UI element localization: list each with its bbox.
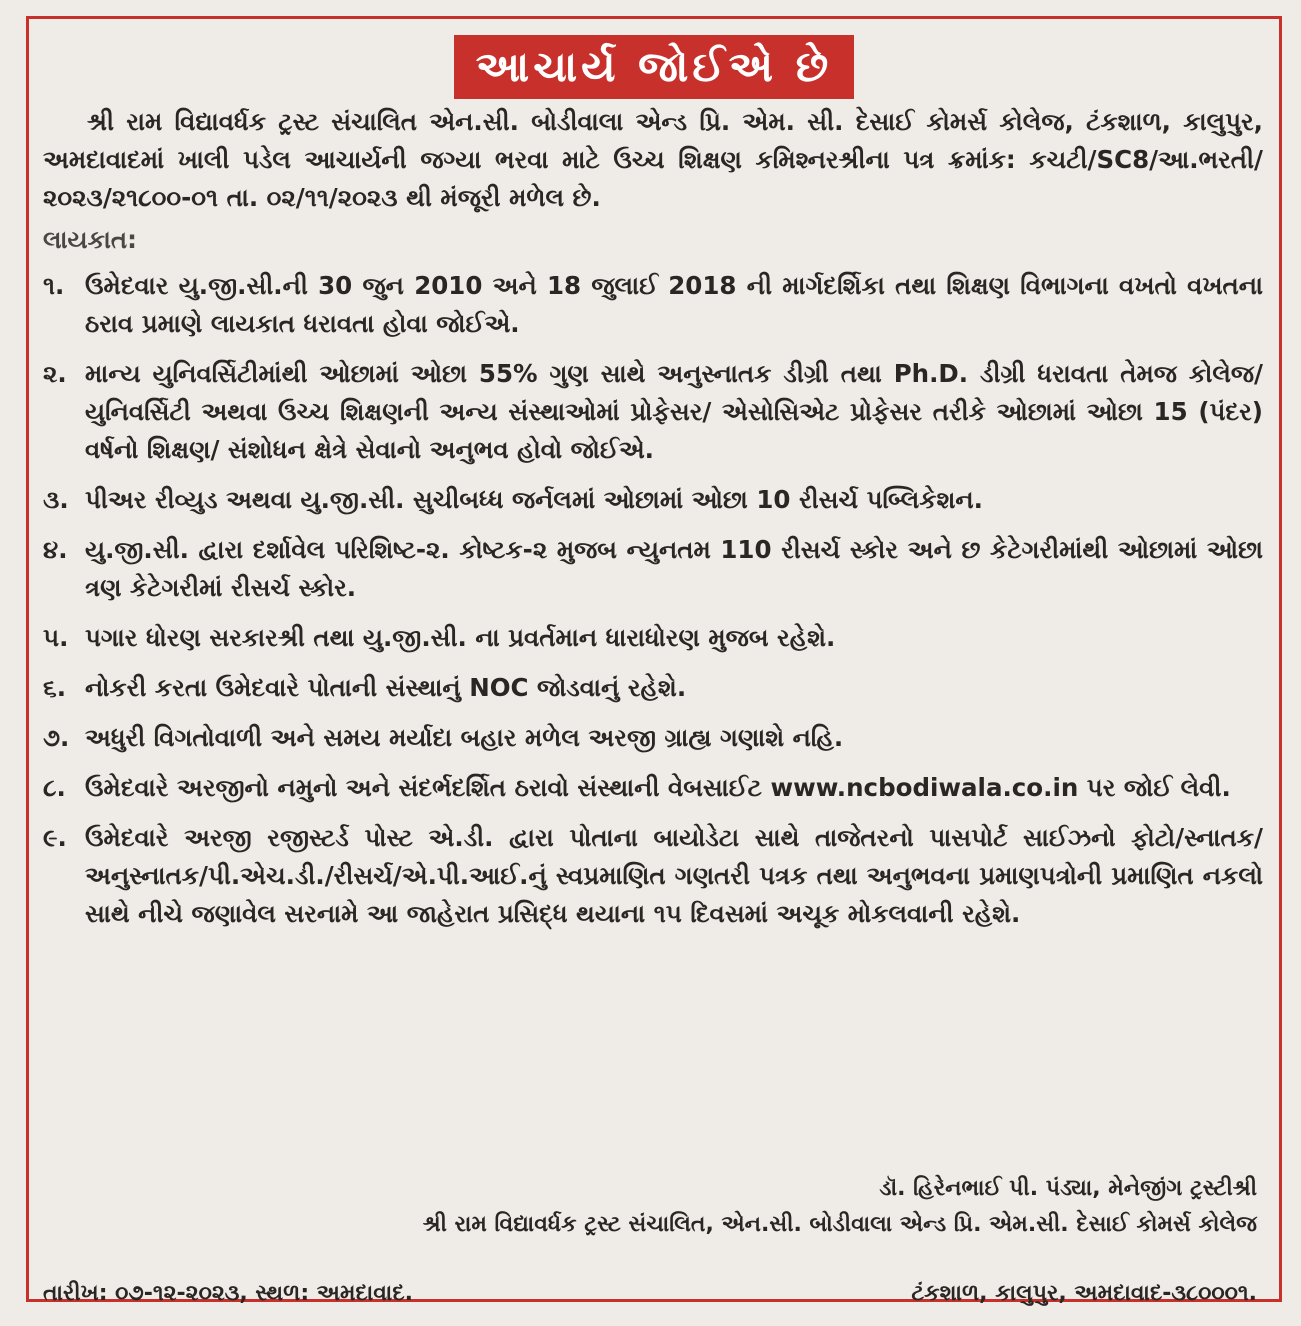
item-text: માન્ય યુનિવર્સિટીમાંથી ઓછામાં ઓછા 55% ગુણ સાથે અનુસ્નાતક ડીગ્રી તથા Ph.D. ડીગ્રી ધરાવતા તેમજ કોલેજ/યુનિવર્સિટી અથવા ઉચ્ચ શિક્ષણની અન્ય સંસ્થાઓમાં પ્રોફેસર/ એસોસિએટ પ્રોફેસર તરીકે ઓછામાં ઓછા 15 (પંદર) વર્ષનો શિક્ષણ/ સંશોધન ક્ષેત્રે સેવાનો અનુભવ હોવો જોઈએ.	[85, 359, 1263, 464]
institution-line: શ્રી રામ વિદ્યાવર્ધક ટ્રસ્ટ સંચાલિત, એન.સી. બોડીવાલા એન્ડ પ્રિ. એમ.સી. દેસાઈ કોમર્સ કોલેજ	[422, 1212, 1257, 1237]
signatory-line: ડૉ. હિરેનભાઈ પી. પંડ્યા, મેનેજીંગ ટ્રસ્ટીશ્રી	[879, 1176, 1257, 1201]
item-text: અધુરી વિગતોવાળી અને સમય મર્યાદા બહાર મળેલ અરજી ગ્રાહ્ય ગણાશે નહિ.	[85, 723, 844, 752]
signature-block	[423, 1171, 1257, 1243]
item-number: ૫.	[43, 623, 69, 652]
conditions-list	[43, 267, 1263, 933]
item-number: ૨.	[43, 359, 67, 388]
list-item	[43, 267, 1263, 343]
list-item	[43, 355, 1263, 469]
item-text: પીઅર રીવ્યુડ અથવા યુ.જી.સી. સુચીબધ્ધ જર્નલમાં ઓછામાં ઓછા 10 રીસર્ચ પબ્લિકેશન.	[85, 485, 983, 514]
item-text: ઉમેદવારે અરજી રજીસ્ટર્ડ પોસ્ટ એ.ડી. દ્વારા પોતાના બાયોડેટા સાથે તાજેતરનો પાસપોર્ટ સાઈઝનો ફોટો/સ્નાતક/અનુસ્નાતક/પી.એચ.ડી./રીસર્ચ/એ.પી.આઈ.નું સ્વપ્રમાણિત ગણતરી પત્રક તથા અનુભવના પ્રમાણપત્રોની પ્રમાણિત નકલો સાથે નીચે જણાવેલ સરનામે આ જાહેરાત પ્રસિદ્ધ થયાના ૧૫ દિવસમાં અચૂક મોકલવાની રહેશે.	[85, 823, 1263, 928]
item-text: ઉમેદવારે અરજીનો નમુનો અને સંદર્ભદર્શિત ઠરાવો સંસ્થાની વેબસાઈટ www.ncbodiwala.co.in પર જોઈ લેવી.	[85, 773, 1231, 802]
item-number: ૭.	[43, 723, 70, 752]
list-item	[43, 719, 1263, 757]
advertisement-body	[43, 103, 1263, 945]
headline-banner: આચાર્ય જોઈએ છે	[454, 35, 854, 99]
list-item	[43, 669, 1263, 707]
address-line: ટંકશાળ, કાલુપુર, અમદાવાદ-૩૮૦૦૦૧.	[911, 1281, 1257, 1306]
item-number: ૬.	[43, 673, 67, 702]
list-item	[43, 619, 1263, 657]
intro-paragraph: શ્રી રામ વિદ્યાવર્ધક ટ્રસ્ટ સંચાલિત એન.સી. બોડીવાલા એન્ડ પ્રિ. એમ. સી. દેસાઈ કોમર્સ કોલેજ, ટંકશાળ, કાલુપુર, અમદાવાદમાં ખાલી પડેલ આચાર્યની જગ્યા ભરવા માટે ઉચ્ચ શિક્ષણ કમિશ્નરશ્રીના પત્ર ક્રમાંક: કચટી/SC8/આ.ભરતી/૨૦૨૩/૨૧૮૦૦-૦૧ તા. ૦૨/૧૧/૨૦૨૩ થી મંજૂરી મળેલ છે.	[43, 107, 1263, 212]
list-item	[43, 769, 1263, 807]
list-item	[43, 481, 1263, 519]
item-number: ૮.	[43, 773, 66, 802]
item-number: ૧.	[43, 271, 65, 300]
qualification-label: લાયકાત:	[43, 225, 137, 254]
item-text: ઉમેદવાર યુ.જી.સી.ની 30 જુન 2010 અને 18 જુલાઈ 2018 ની માર્ગદર્શિકા તથા શિક્ષણ વિભાગના વખતો વખતના ઠરાવ પ્રમાણે લાયકાત ધરાવતા હોવા જોઈએ.	[85, 271, 1263, 338]
item-number: ૩.	[43, 485, 69, 514]
item-text: પગાર ધોરણ સરકારશ્રી તથા યુ.જી.સી. ના પ્રવર્તમાન ધારાધોરણ મુજબ રહેશે.	[85, 623, 836, 652]
footer-row	[43, 1279, 1257, 1309]
item-number: ૯.	[43, 823, 67, 852]
item-text: નોકરી કરતા ઉમેદવારે પોતાની સંસ્થાનું NOC જોડવાનું રહેશે.	[85, 673, 687, 702]
list-item	[43, 531, 1263, 607]
headline-container	[29, 35, 1279, 99]
item-number: ૪.	[43, 535, 68, 564]
date-place: તારીખ: ૦૭-૧૨-૨૦૨૩, સ્થળ: અમદાવાદ.	[43, 1281, 413, 1306]
advertisement-border	[26, 16, 1282, 1306]
item-text: યુ.જી.સી. દ્વારા દર્શાવેલ પરિશિષ્ટ-૨. કોષ્ટક-૨ મુજબ ન્યુનતમ 110 રીસર્ચ સ્કોર અને છ કેટેગરીમાંથી ઓછામાં ઓછા ત્રણ કેટેગરીમાં રીસર્ચ સ્કોર.	[85, 535, 1263, 602]
list-item	[43, 819, 1263, 933]
